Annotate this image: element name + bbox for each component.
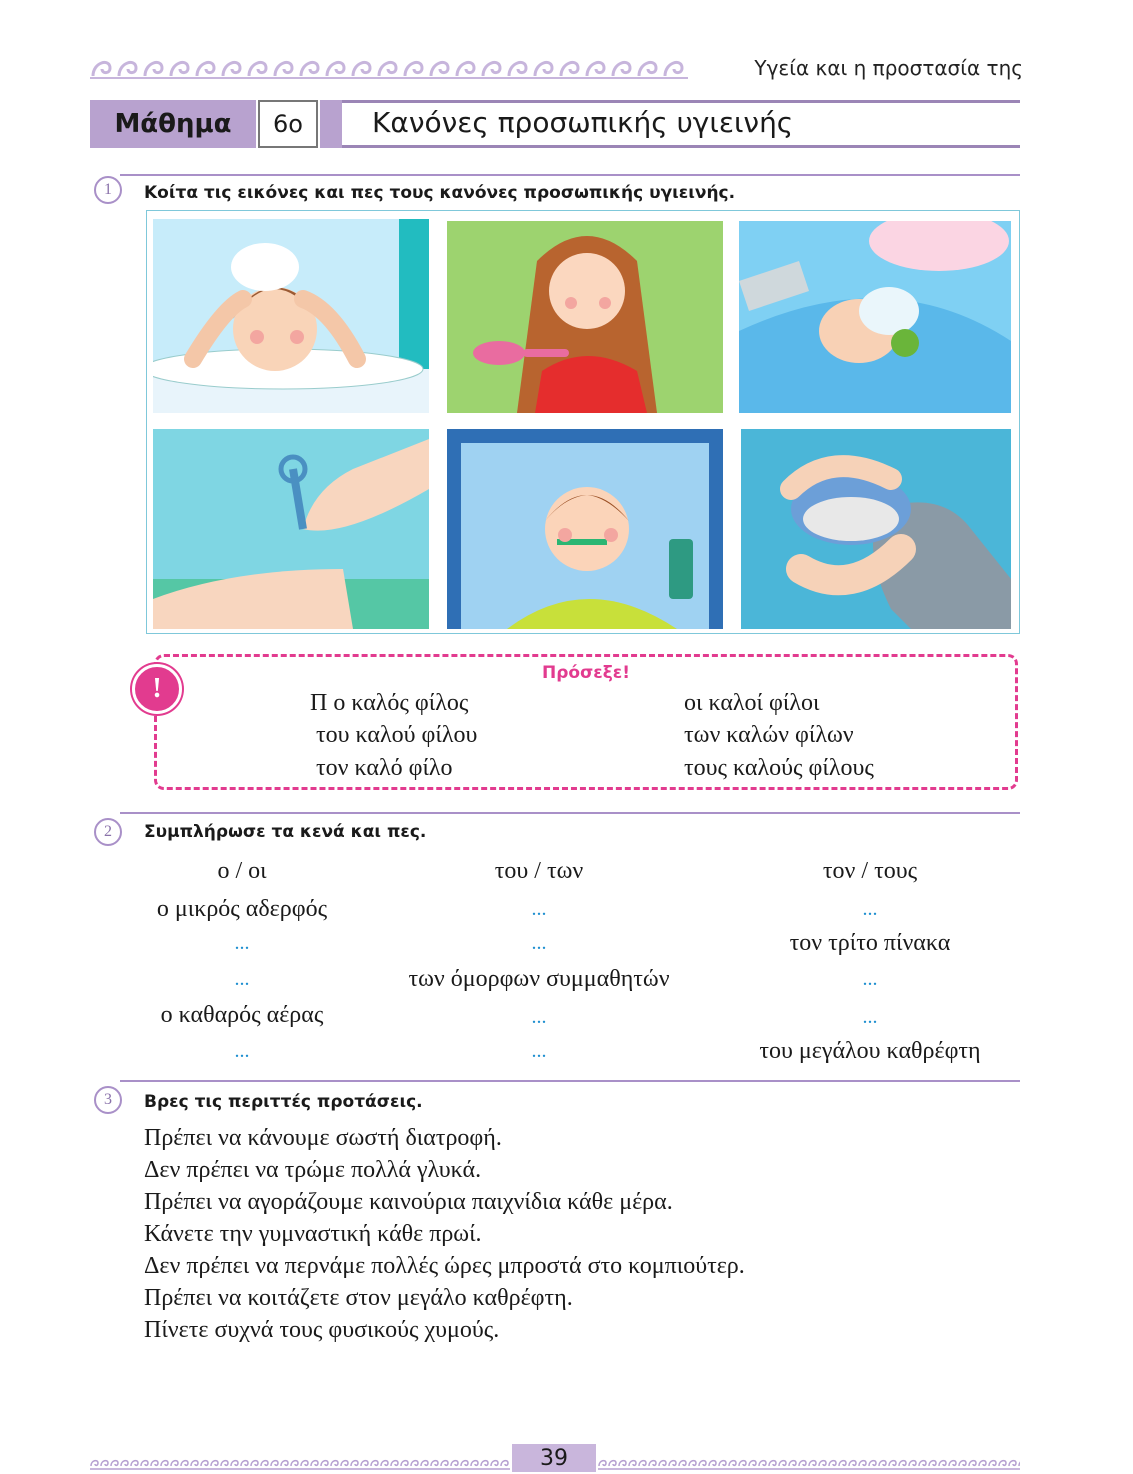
blank-cell[interactable]: ... xyxy=(531,1040,547,1062)
sentence[interactable]: Πρέπει να κοιτάζετε στον μεγάλο καθρέφτη. xyxy=(144,1285,573,1311)
sentence[interactable]: Δεν πρέπει να περνάμε πολλές ώρες μπροστά στο κομπιούτερ. xyxy=(144,1253,745,1279)
exercise-3-instruction: Βρες τις περιττές προτάσεις. xyxy=(144,1092,423,1112)
exercise-1-number: 1 xyxy=(94,176,122,204)
exercise-1-instruction: Κοίτα τις εικόνες και πες τους κανόνες προσωπικής υγιεινής. xyxy=(144,183,736,203)
blank-cell[interactable]: ... xyxy=(531,1006,547,1028)
table-cell: τον τρίτο πίνακα xyxy=(789,930,951,956)
exercise-1-line xyxy=(120,174,1020,176)
lesson-title: Κανόνες προσωπικής υγιεινής xyxy=(372,106,794,139)
exercise-3-line xyxy=(120,1080,1020,1082)
sentence[interactable]: Δεν πρέπει να τρώμε πολλά γλυκά. xyxy=(144,1157,482,1183)
lesson-bar xyxy=(90,100,1020,148)
blank-cell[interactable]: ... xyxy=(862,898,878,920)
blank-cell[interactable]: ... xyxy=(234,932,250,954)
scrubbing-foot-icon xyxy=(741,429,1011,629)
blank-cell[interactable]: ... xyxy=(234,968,250,990)
picture-frame xyxy=(146,210,1020,634)
exclamation-icon: ! xyxy=(132,664,182,714)
table-cell: ο καθαρός αέρας xyxy=(160,1002,324,1028)
footer-wave-right xyxy=(598,1454,1020,1472)
exercise-2-instruction: Συμπλήρωσε τα κενά και πες. xyxy=(144,822,427,842)
lesson-bar-accent xyxy=(320,100,342,148)
notice-plural-3: τους καλούς φίλους xyxy=(684,755,874,781)
notice-singular-3: τον καλό φίλο xyxy=(316,755,453,781)
notice-plural-2: των καλών φίλων xyxy=(684,722,854,748)
lesson-line-bottom xyxy=(342,145,1020,148)
table-header-3: τον / τους xyxy=(822,858,918,884)
hands-washing-soap-icon xyxy=(739,221,1011,413)
child-washing-hair-icon xyxy=(153,219,429,413)
section-title: Υγεία και η προστασία της xyxy=(754,56,1023,80)
table-cell: του μεγάλου καθρέφτη xyxy=(759,1038,981,1064)
sentence[interactable]: Πρέπει να αγοράζουμε καινούρια παιχνίδια κάθε μέρα. xyxy=(144,1189,673,1215)
notice-singular-2: του καλού φίλου xyxy=(316,722,478,748)
blank-cell[interactable]: ... xyxy=(862,968,878,990)
lesson-number: 6ο xyxy=(258,100,318,148)
exercise-2-number: 2 xyxy=(94,818,122,846)
lesson-label: Μάθημα xyxy=(90,100,256,148)
girl-brushing-hair-icon xyxy=(447,221,723,413)
table-header-2: του / των xyxy=(494,858,584,884)
page-number: 39 xyxy=(512,1444,596,1472)
notice-plural-1: οι καλοί φίλοι xyxy=(684,690,820,716)
cutting-toenails-icon xyxy=(153,429,429,629)
notice-title: Πρόσεξε! xyxy=(541,663,631,683)
decorative-wave-border xyxy=(90,52,688,82)
blank-cell[interactable]: ... xyxy=(234,1040,250,1062)
blank-cell[interactable]: ... xyxy=(531,898,547,920)
lesson-line-top xyxy=(342,100,1020,103)
exercise-3-number: 3 xyxy=(94,1086,122,1114)
table-cell: ο μικρός αδερφός xyxy=(156,896,328,922)
sentence[interactable]: Πρέπει να κάνουμε σωστή διατροφή. xyxy=(144,1125,502,1151)
sentence[interactable]: Κάνετε την γυμναστική κάθε πρωί. xyxy=(144,1221,482,1247)
exercise-2-line xyxy=(120,812,1020,814)
blank-cell[interactable]: ... xyxy=(531,932,547,954)
notice-box xyxy=(154,654,1018,790)
table-cell: των όμορφων συμμαθητών xyxy=(408,966,670,992)
table-header-1: ο / οι xyxy=(217,858,267,884)
sentence[interactable]: Πίνετε συχνά τους φυσικούς χυμούς. xyxy=(144,1317,500,1343)
notice-singular-1: Π ο καλός φίλος xyxy=(310,690,469,716)
boy-brushing-teeth-icon xyxy=(447,429,723,629)
blank-cell[interactable]: ... xyxy=(862,1006,878,1028)
footer-wave-left xyxy=(90,1454,510,1472)
